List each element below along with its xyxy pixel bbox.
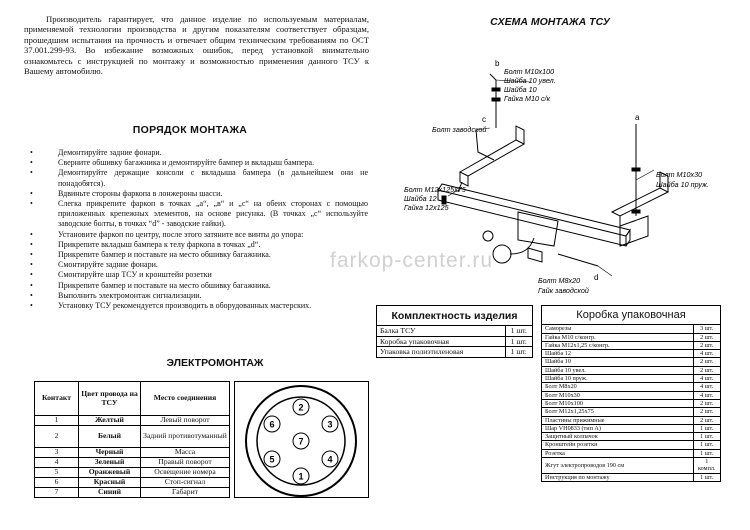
table-row xyxy=(377,347,532,357)
kit-item: Балка ТСУ xyxy=(380,326,416,335)
cell-place: Габарит xyxy=(141,488,230,498)
cell-contact: 4 xyxy=(35,458,79,468)
box-item: Жгут электропроводов 190 см xyxy=(542,458,693,474)
packing-box-table xyxy=(541,305,721,482)
box-item: Кронштейн розетки xyxy=(542,441,693,449)
point-label-c: c xyxy=(482,115,486,124)
table-row xyxy=(542,366,720,374)
box-qty: 4 шт. xyxy=(693,375,720,383)
label-bolt-m12: Болт M12x125x75 xyxy=(404,185,466,194)
ball-cap xyxy=(483,231,493,241)
bolt-c-line xyxy=(476,130,494,160)
list-item: • Прикрепите вкладыш бампера к телу фаркопа в точках „d“. xyxy=(30,240,368,250)
socket-bracket xyxy=(528,248,542,262)
socket-diagram xyxy=(234,381,369,498)
pin-label: 6 xyxy=(269,419,275,430)
label-nut-12: Гайка 12x125 xyxy=(404,203,449,212)
box-item: Шайба 10 пруж. xyxy=(542,375,693,383)
cell-place: Правый поворот xyxy=(141,458,230,468)
table-row xyxy=(542,449,720,457)
list-item: • Выполнить электромонтаж сигнализации. xyxy=(30,291,368,301)
label-bolt-m10x30: Болт M10x30 xyxy=(656,170,703,179)
box-item: Шайба 10 увел. xyxy=(542,366,693,374)
table-row xyxy=(542,333,720,341)
kit-qty: 1 шт. xyxy=(505,336,532,347)
list-item: • Прикрепите бампер и поставьте на место обшивку багажника. xyxy=(30,281,368,291)
washer-a1 xyxy=(632,168,640,171)
table-row xyxy=(35,448,230,458)
pin-label: 1 xyxy=(298,471,304,482)
pin-label: 2 xyxy=(298,402,304,413)
list-item: • Вдвиньте стороны фаркопа в лонжероны шасси. xyxy=(30,189,368,199)
socket-svg xyxy=(235,382,370,499)
box-item: Болт M10x100 xyxy=(542,399,693,407)
cell-contact: 5 xyxy=(35,468,79,478)
crossbar-top xyxy=(438,184,630,236)
box-item: Инструкция по монтажу xyxy=(542,473,693,481)
list-item: • Слегка прикрепите фаркоп в точках „а“, „в“ и „с“ на обеих сторонах с помощью приложенных крепежных элементов, на основе рисунка. (В точках „с“ используйте заводские болты, в точках “d” - заводские гайки). xyxy=(30,199,368,230)
table-row xyxy=(542,375,720,383)
table-row xyxy=(542,424,720,432)
point-label-d: d xyxy=(594,273,599,282)
point-label-b: b xyxy=(495,59,500,68)
table-row xyxy=(377,336,532,347)
label-washer-10-wide: Шайба 10 увел. xyxy=(504,76,556,85)
box-item: Саморезы xyxy=(545,325,572,333)
kit-item: Упаковка полиэтиленовая xyxy=(377,347,505,357)
table-row xyxy=(542,350,720,358)
cell-contact: 6 xyxy=(35,478,79,488)
left-bracket xyxy=(516,126,524,144)
left-arm-top xyxy=(460,140,524,176)
right-plate xyxy=(620,216,648,246)
cell-place: Левый поворот xyxy=(141,416,230,426)
cell-contact: 3 xyxy=(35,448,79,458)
box-table xyxy=(542,325,720,481)
table-row xyxy=(542,433,720,441)
leader-b xyxy=(490,74,496,80)
cell-color: Оранжевый xyxy=(79,468,141,478)
table-row xyxy=(542,391,720,399)
kit-title: Комплектность изделия xyxy=(377,306,532,326)
cell-color: Синий xyxy=(79,488,141,498)
box-qty: 2 шт. xyxy=(693,366,720,374)
table-header-row xyxy=(35,382,230,416)
box-item: Розетка xyxy=(542,449,693,457)
leader-bolt-m8 xyxy=(598,266,612,276)
box-qty: 1 шт. xyxy=(693,441,720,449)
table-row xyxy=(542,358,720,366)
kit-table xyxy=(377,326,532,357)
table-row xyxy=(377,326,532,336)
cell-contact: 1 xyxy=(35,416,79,426)
label-washer-12: Шайба 12 xyxy=(404,194,437,203)
washer-b2 xyxy=(492,98,500,101)
box-item: Гайка M10 с/конгр. xyxy=(542,333,693,341)
box-qty: 2 шт. xyxy=(693,416,720,424)
table-row xyxy=(542,441,720,449)
label-nut-m10: Гайка M10 с/к xyxy=(504,94,551,103)
table-row xyxy=(35,426,230,448)
intro-text: Производитель гарантирует, что данное изделие по используемым материалам, применяемой технологии производства и другим показателям соответствует образцам, прошедшим испытания на прочность и отвечает общим техническим требованиям по ОСТ 37.001.299-93. Во избежание возможных ошибок, перед установкой внимательно ознакомьтесь с инструкцией по монтажу и возможностью применения данного ТСУ к Вашему автомобилю. xyxy=(24,14,369,77)
box-item: Болт M12x1,25x75 xyxy=(542,408,693,416)
bolt-d-line xyxy=(558,254,598,266)
table-row xyxy=(35,478,230,488)
table-row xyxy=(542,341,720,349)
washer-a2 xyxy=(632,210,640,213)
box-item: Защитный колпачок xyxy=(542,433,693,441)
box-qty: 2 шт. xyxy=(693,399,720,407)
list-item: • Установите фаркоп по центру, после этого затяните все винты до упора: xyxy=(30,230,368,240)
table-row xyxy=(542,399,720,407)
kit-qty: 1 шт. xyxy=(505,347,532,357)
box-qty: 2 шт. xyxy=(693,408,720,416)
pin-label: 4 xyxy=(327,454,333,465)
table-row xyxy=(542,416,720,424)
box-qty: 1 шт. xyxy=(693,433,720,441)
box-item: Болт M8x20 xyxy=(542,383,693,391)
box-qty: 2 шт. xyxy=(693,333,720,341)
table-row xyxy=(35,488,230,498)
box-item: Шайба 12 xyxy=(542,350,693,358)
label-washer-10-spring: Шайба 10 пруж. xyxy=(656,180,709,189)
cell-color: Белый xyxy=(79,426,141,448)
cell-place: Стоп-сигнал xyxy=(141,478,230,488)
box-qty: 1 шт. xyxy=(693,449,720,457)
header-connection: Место соединения xyxy=(141,382,230,416)
box-title: Коробка упаковочная xyxy=(542,306,720,325)
installation-steps xyxy=(30,148,368,311)
box-qty: 1 компл. xyxy=(693,458,720,474)
box-qty: 1 шт. xyxy=(693,424,720,432)
table-row xyxy=(542,383,720,391)
table-row xyxy=(35,468,230,478)
box-item: Шар VH0833 (тип А) xyxy=(542,424,693,432)
header-contact: Контакт xyxy=(35,382,79,416)
ball-mount-plate xyxy=(518,212,558,246)
kit-contents-table xyxy=(376,305,533,358)
cell-color: Зеленый xyxy=(79,458,141,468)
kit-item: Коробка упаковочная xyxy=(377,336,505,347)
box-item: Шайба 10 xyxy=(542,358,693,366)
cell-color: Желтый xyxy=(79,416,141,426)
table-row xyxy=(542,408,720,416)
box-qty: 2 шт. xyxy=(693,341,720,349)
table-row xyxy=(542,473,720,481)
list-item: • Смонтируйте шар ТСУ и кронштейн розетки xyxy=(30,270,368,280)
label-factory-nut: Гайк заводской xyxy=(538,286,589,295)
cell-contact: 7 xyxy=(35,488,79,498)
wiring-table xyxy=(34,381,230,498)
table-row xyxy=(542,458,720,474)
box-item: Пластины прижимные xyxy=(542,416,693,424)
scheme-title: СХЕМА МОНТАЖА ТСУ xyxy=(490,16,610,28)
list-item: • Смонтируйте задние фонари. xyxy=(30,260,368,270)
pin-label: 5 xyxy=(269,454,275,465)
box-qty: 1 шт. xyxy=(693,473,720,481)
table-row xyxy=(35,416,230,426)
cell-place: Освещение номера xyxy=(141,468,230,478)
pin-label: 3 xyxy=(327,419,333,430)
header-wire-color: Цвет провода на ТСУ xyxy=(79,382,141,416)
list-item: • Демонтируйте держащие консоли с вкладыша бампера (в дальнейшем они не понадобятся). xyxy=(30,168,368,188)
box-qty: 4 шт. xyxy=(693,391,720,399)
cell-place: Задний противотуманный xyxy=(141,426,230,448)
washer-b1 xyxy=(492,88,500,91)
electrical-title: ЭЛЕКТРОМОНТАЖ xyxy=(166,357,264,369)
box-qty: 4 шт. xyxy=(693,350,720,358)
box-qty: 3 шт. xyxy=(693,325,720,333)
label-washer-10: Шайба 10 xyxy=(504,85,537,94)
label-factory-bolt: Болт заводской xyxy=(432,125,487,134)
kit-qty: 1 шт. xyxy=(505,326,532,336)
watermark: farkop-center.ru xyxy=(330,249,494,272)
box-item: Болт M10x30 xyxy=(542,391,693,399)
box-qty: 2 шт. xyxy=(693,358,720,366)
label-bolt-m10x100: Болт M10x100 xyxy=(504,67,555,76)
point-label-a: a xyxy=(635,113,640,122)
cell-color: Черный xyxy=(79,448,141,458)
table-row xyxy=(542,325,720,333)
box-item: Гайка M12x1,25 с/конгр. xyxy=(542,341,693,349)
cell-color: Красный xyxy=(79,478,141,488)
list-item: • Демонтируйте задние фонари. xyxy=(30,148,368,158)
crossbar-front xyxy=(438,190,626,246)
table-row xyxy=(35,458,230,468)
list-item: • Сверните обшивку багажника и демонтируйте бампер и вкладыш бампера. xyxy=(30,158,368,168)
installation-order-title: ПОРЯДОК МОНТАЖА xyxy=(132,124,248,136)
tow-ball xyxy=(493,245,511,263)
cell-place: Масса xyxy=(141,448,230,458)
pin-label: 7 xyxy=(298,436,304,447)
label-bolt-m8: Болт M8x20 xyxy=(538,276,581,285)
box-qty: 4 шт. xyxy=(693,383,720,391)
cell-contact: 2 xyxy=(35,426,79,448)
list-item: • Прикрепите бампер и поставьте на место обшивку багажника. xyxy=(30,250,368,260)
list-item: • Установку ТСУ рекомендуется производить в оборудованных мастерских. xyxy=(30,301,368,311)
